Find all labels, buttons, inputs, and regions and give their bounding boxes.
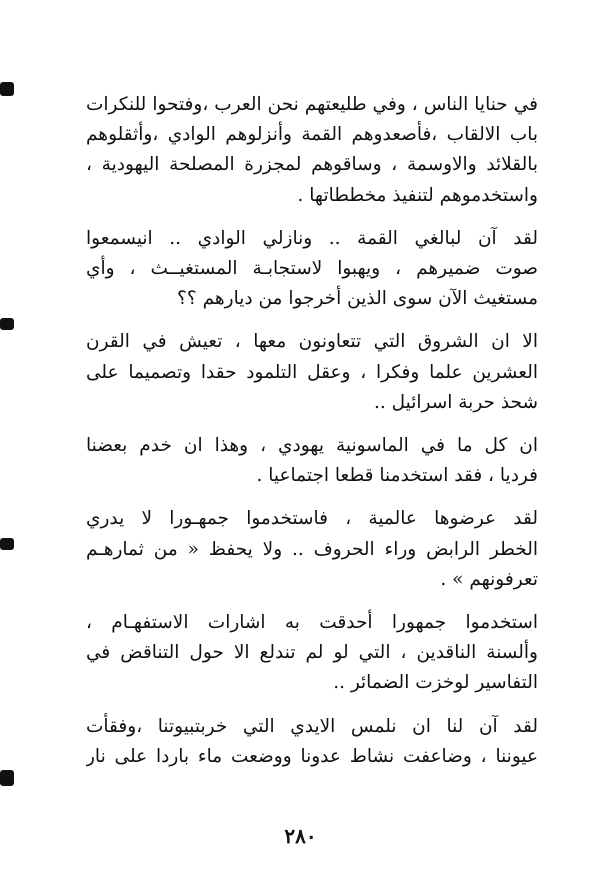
text-line: التفاسير لوخزت الضمائر .. <box>333 672 538 694</box>
paragraph <box>86 608 538 699</box>
binding-mark <box>0 318 14 330</box>
text-line: تعرفونهم » . <box>440 568 538 590</box>
text-line: عيوننا ، وضاعفت نشاط عدونا ووضعت ماء باردا على نار <box>86 745 538 767</box>
text-line: وألسنة الناقدين ، التي لو لم تندلع الا حول التناقض في <box>86 642 538 664</box>
text-line: شحذ حربة اسرائيل .. <box>374 391 538 413</box>
paragraph <box>86 327 538 418</box>
paragraph <box>86 431 538 491</box>
text-line: الخطر الرابض وراء الحروف .. ولا يحفظ « من ثمارهـم <box>86 538 538 560</box>
binding-mark <box>0 82 14 96</box>
text-line: ان كل ما في الماسونية يهودي ، وهذا ان خدم بعضنا <box>86 435 538 457</box>
text-line: لقد عرضوها عالمية ، فاستخدموا جمهـورا لا يدري <box>86 508 538 530</box>
text-line: واستخدموهم لتنفيذ مخططاتها . <box>297 184 538 206</box>
paragraph <box>86 224 538 315</box>
text-line: الا ان الشروق التي تتعاونون معها ، تعيش في القرن <box>86 331 538 353</box>
text-line: صوت ضميرهم ، ويهبوا لاستجابـة المستغيــث ، وأي <box>86 258 538 280</box>
page-number: ٢٨٠ <box>284 824 317 848</box>
text-line: باب الالقاب ،فأصعدوهم القمة وأنزلوهم الوادي ،وأثقلوهم <box>86 124 538 146</box>
text-line: في حنايا الناس ، وفي طليعتهم نحن العرب ،وفتحوا للنكرات <box>86 94 538 115</box>
text-line: مستغيث الآن سوى الذين أخرجوا من ديارهم ؟؟ <box>177 288 538 310</box>
body-text <box>86 90 538 785</box>
paragraph <box>86 90 538 211</box>
binding-mark <box>0 538 14 550</box>
text-line: لقد آن لنا ان نلمس الايدي التي خربتبيوتنا ،وفقأت <box>86 715 538 737</box>
text-line: استخدموا جمهورا أحدقت به اشارات الاستفهـام ، <box>86 612 538 634</box>
text-line: لقد آن لبالغي القمة .. ونازلي الوادي .. انيسمعوا <box>86 227 538 249</box>
paragraph <box>86 712 538 772</box>
paragraph <box>86 504 538 595</box>
text-line: فرديا ، فقد استخدمنا قطعا اجتماعيا . <box>256 465 538 487</box>
binding-mark <box>0 770 14 786</box>
text-line: العشرين علما وفكرا ، وعقل التلمود حقدا وتصميما على <box>86 361 538 383</box>
text-line: بالقلائد والاوسمة ، وساقوهم لمجزرة المصلحة اليهودية ، <box>86 154 538 176</box>
